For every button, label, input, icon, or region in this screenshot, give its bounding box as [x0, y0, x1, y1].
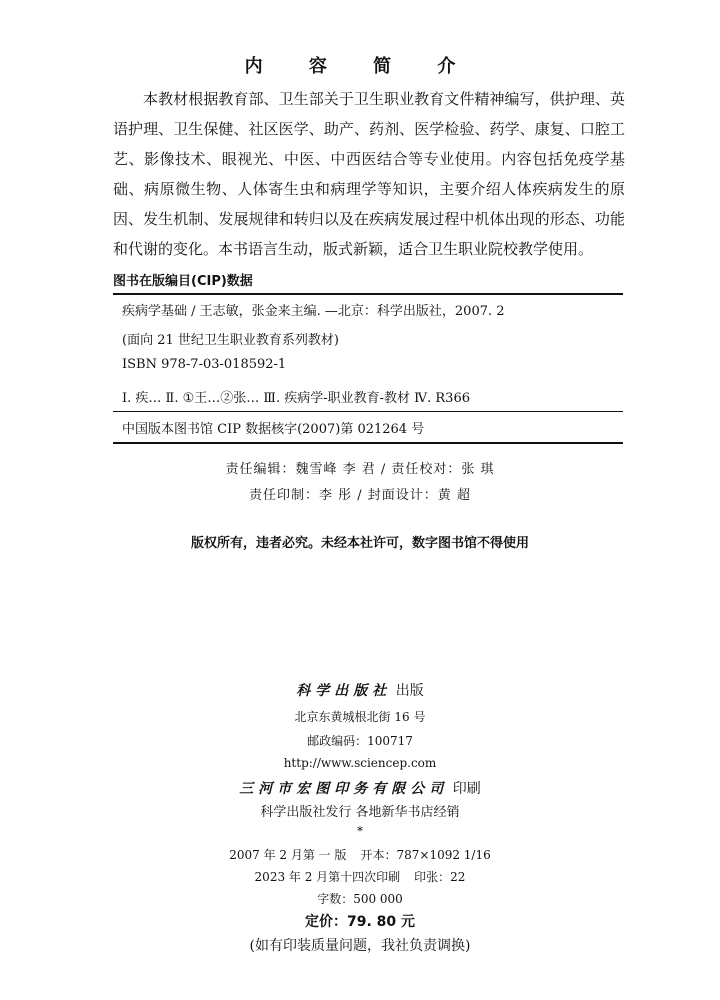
sheet-count: 印张：22 [414, 870, 466, 884]
editors-line-2: 责任印制：李 彤 / 封面设计：黄 超 [249, 488, 471, 503]
distribution-line: 科学出版社发行 各地新华书店经销 [260, 805, 460, 820]
cip-classification-line: Ⅰ. 疾… Ⅱ. ①王…②张… Ⅲ. 疾病学-职业教育-教材 Ⅳ. R366 [122, 391, 470, 406]
summary-title: 内 容 简 介 [244, 56, 476, 77]
cip-bottom-rule [113, 442, 623, 444]
cip-mid-rule [113, 411, 623, 412]
summary-paragraph: 本教材根据教育部、卫生部关于卫生职业教育文件精神编写，供护理、英语护理、卫生保健、社区医学、助产、药剂、医学检验、药学、康复、口腔工艺、影像技术、眼视光、中医、中西医结合等专业使用。内容包括免疫学基础、病原微生物、人体寄生虫和病理学等知识，主要介绍人体疾病发生的原因、发生机制、发展规律和转归以及在疾病发展过程中机体出现的形态、功能和代谢的变化。本书语言生动，版式新颖，适合卫生职业院校教学使用。 [113, 90, 625, 258]
separator-star: * [357, 824, 363, 838]
publisher-suffix: 出版 [395, 683, 424, 699]
publisher-postcode: 邮政编码：100717 [307, 734, 413, 748]
editors-line-1: 责任编辑：魏雪峰 李 君 / 责任校对：张 琪 [225, 462, 495, 477]
printing-line [0, 868, 720, 885]
publisher-name: 科学出版社 [296, 683, 392, 699]
printer-line [0, 778, 720, 798]
format-size: 开本：787×1092 1/16 [360, 848, 491, 862]
cip-title-line: 疾病学基础 / 王志敏，张金来主编. —北京：科学出版社，2007. 2 [122, 304, 505, 319]
quality-note: (如有印装质量问题，我社负责调换) [249, 938, 471, 954]
publisher-url: http://www.sciencep.com [283, 756, 437, 770]
printer-name: 三河市宏图印务有限公司 [239, 781, 449, 797]
edition-date: 2007 年 2 月第 一 版 [229, 848, 347, 862]
word-count: 字数：500 000 [317, 892, 403, 906]
edition-line [0, 846, 720, 863]
cip-isbn-line: ISBN 978-7-03-018592-1 [122, 357, 287, 372]
cip-heading: 图书在版编目(CIP)数据 [113, 274, 253, 289]
publisher-address: 北京东黄城根北街 16 号 [294, 710, 426, 724]
cip-series-line: (面向 21 世纪卫生职业教育系列教材) [122, 333, 339, 348]
rights-notice: 版权所有，违者必究。未经本社许可，数字图书馆不得使用 [190, 536, 529, 551]
publisher-line [0, 680, 720, 700]
price: 定价：79. 80 元 [304, 914, 416, 930]
cip-top-rule [113, 293, 623, 295]
cip-number-line: 中国版本图书馆 CIP 数据核字(2007)第 021264 号 [122, 422, 425, 437]
printer-suffix: 印刷 [452, 781, 481, 797]
printing-date: 2023 年 2 月第十四次印刷 [254, 870, 401, 884]
